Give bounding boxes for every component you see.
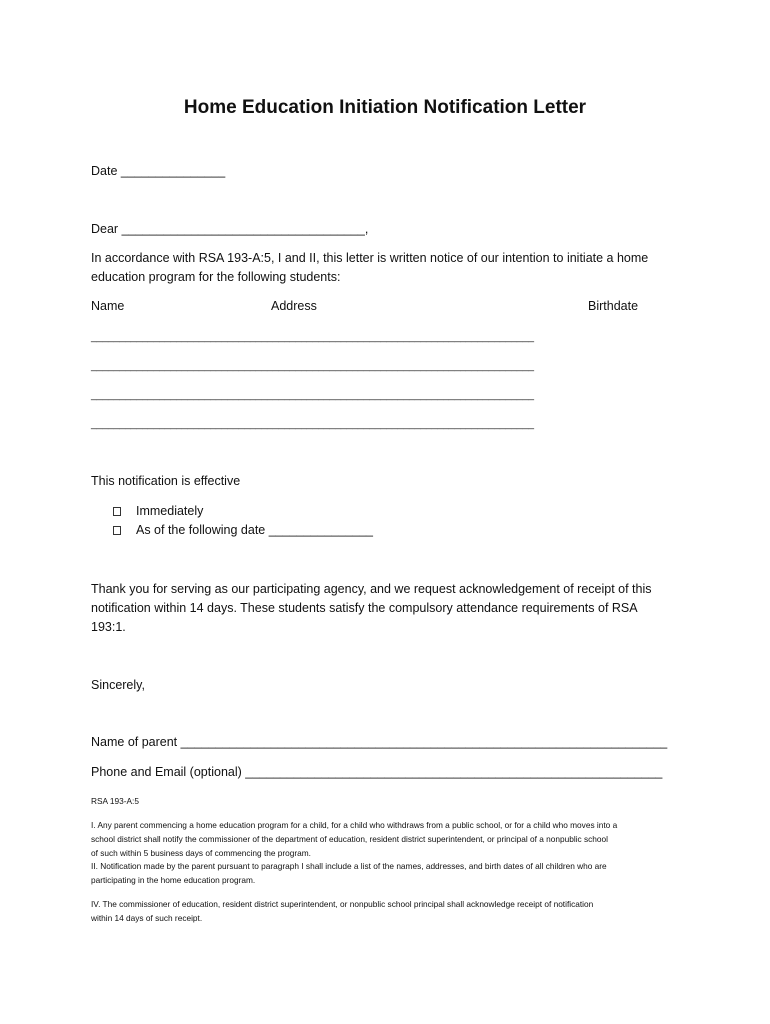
student-line: ______________________________________________________________________________ [91,332,534,343]
checkbox-following-date[interactable] [113,526,121,535]
column-header-name: Name [91,299,125,313]
thanks-text-line-1: Thank you for serving as our participating agency, and we request acknowledgement of receipt of this [91,582,652,596]
intro-text-line-2: education program for the following students: [91,270,341,284]
statute-para-1-line-2: school district shall notify the commissioner of the department of education, resident district superintendent, or principal of a nonpublic school [91,834,608,844]
intro-text-line-1: In accordance with RSA 193-A:5, I and II, this letter is written notice of our intention to initiate a home [91,251,649,265]
statute-para-1-line-3: of such within 5 business days of commencing the program. [91,848,311,858]
page-title: Home Education Initiation Notification Letter [183,97,587,118]
statute-para-4-line-2: within 14 days of such receipt. [91,913,203,923]
column-header-address: Address [271,299,317,313]
dear-field: Dear ___________________________________, [91,222,369,236]
statute-para-4-line-1: IV. The commissioner of education, resident district superintendent, or nonpublic school principal shall acknowledge receipt of notification [91,899,594,909]
column-header-birthdate: Birthdate [588,299,639,313]
effective-label: This notification is effective [91,474,241,488]
option-following-date-label: As of the following date _______________ [136,523,373,537]
contact-field: Phone and Email (optional) ____________________________________________________________ [91,765,663,779]
checkbox-immediately[interactable] [113,507,121,516]
student-line: ______________________________________________________________________________ [91,419,534,430]
statute-para-2-line-1: II. Notification made by the parent pursuant to paragraph I shall include a list of the names, addresses, and birth dates of all children who are [91,861,607,871]
option-immediately-label: Immediately [136,504,204,518]
thanks-text-line-3: 193:1. [91,620,126,634]
closing-sincerely: Sincerely, [91,678,145,692]
statute-para-1-line-1: I. Any parent commencing a home education program for a child, for a child who withdraws from a public school, or for a child who moves into a [91,820,618,830]
statute-heading: RSA 193-A:5 [91,796,139,806]
parent-name-field: Name of parent ______________________________________________________________________ [91,735,668,749]
student-line: ______________________________________________________________________________ [91,390,534,401]
thanks-text-line-2: notification within 14 days. These students satisfy the compulsory attendance requirements of RSA [91,601,638,615]
statute-para-2-line-2: participating in the home education program. [91,875,256,885]
student-line: ______________________________________________________________________________ [91,361,534,372]
date-field: Date _______________ [91,164,226,178]
